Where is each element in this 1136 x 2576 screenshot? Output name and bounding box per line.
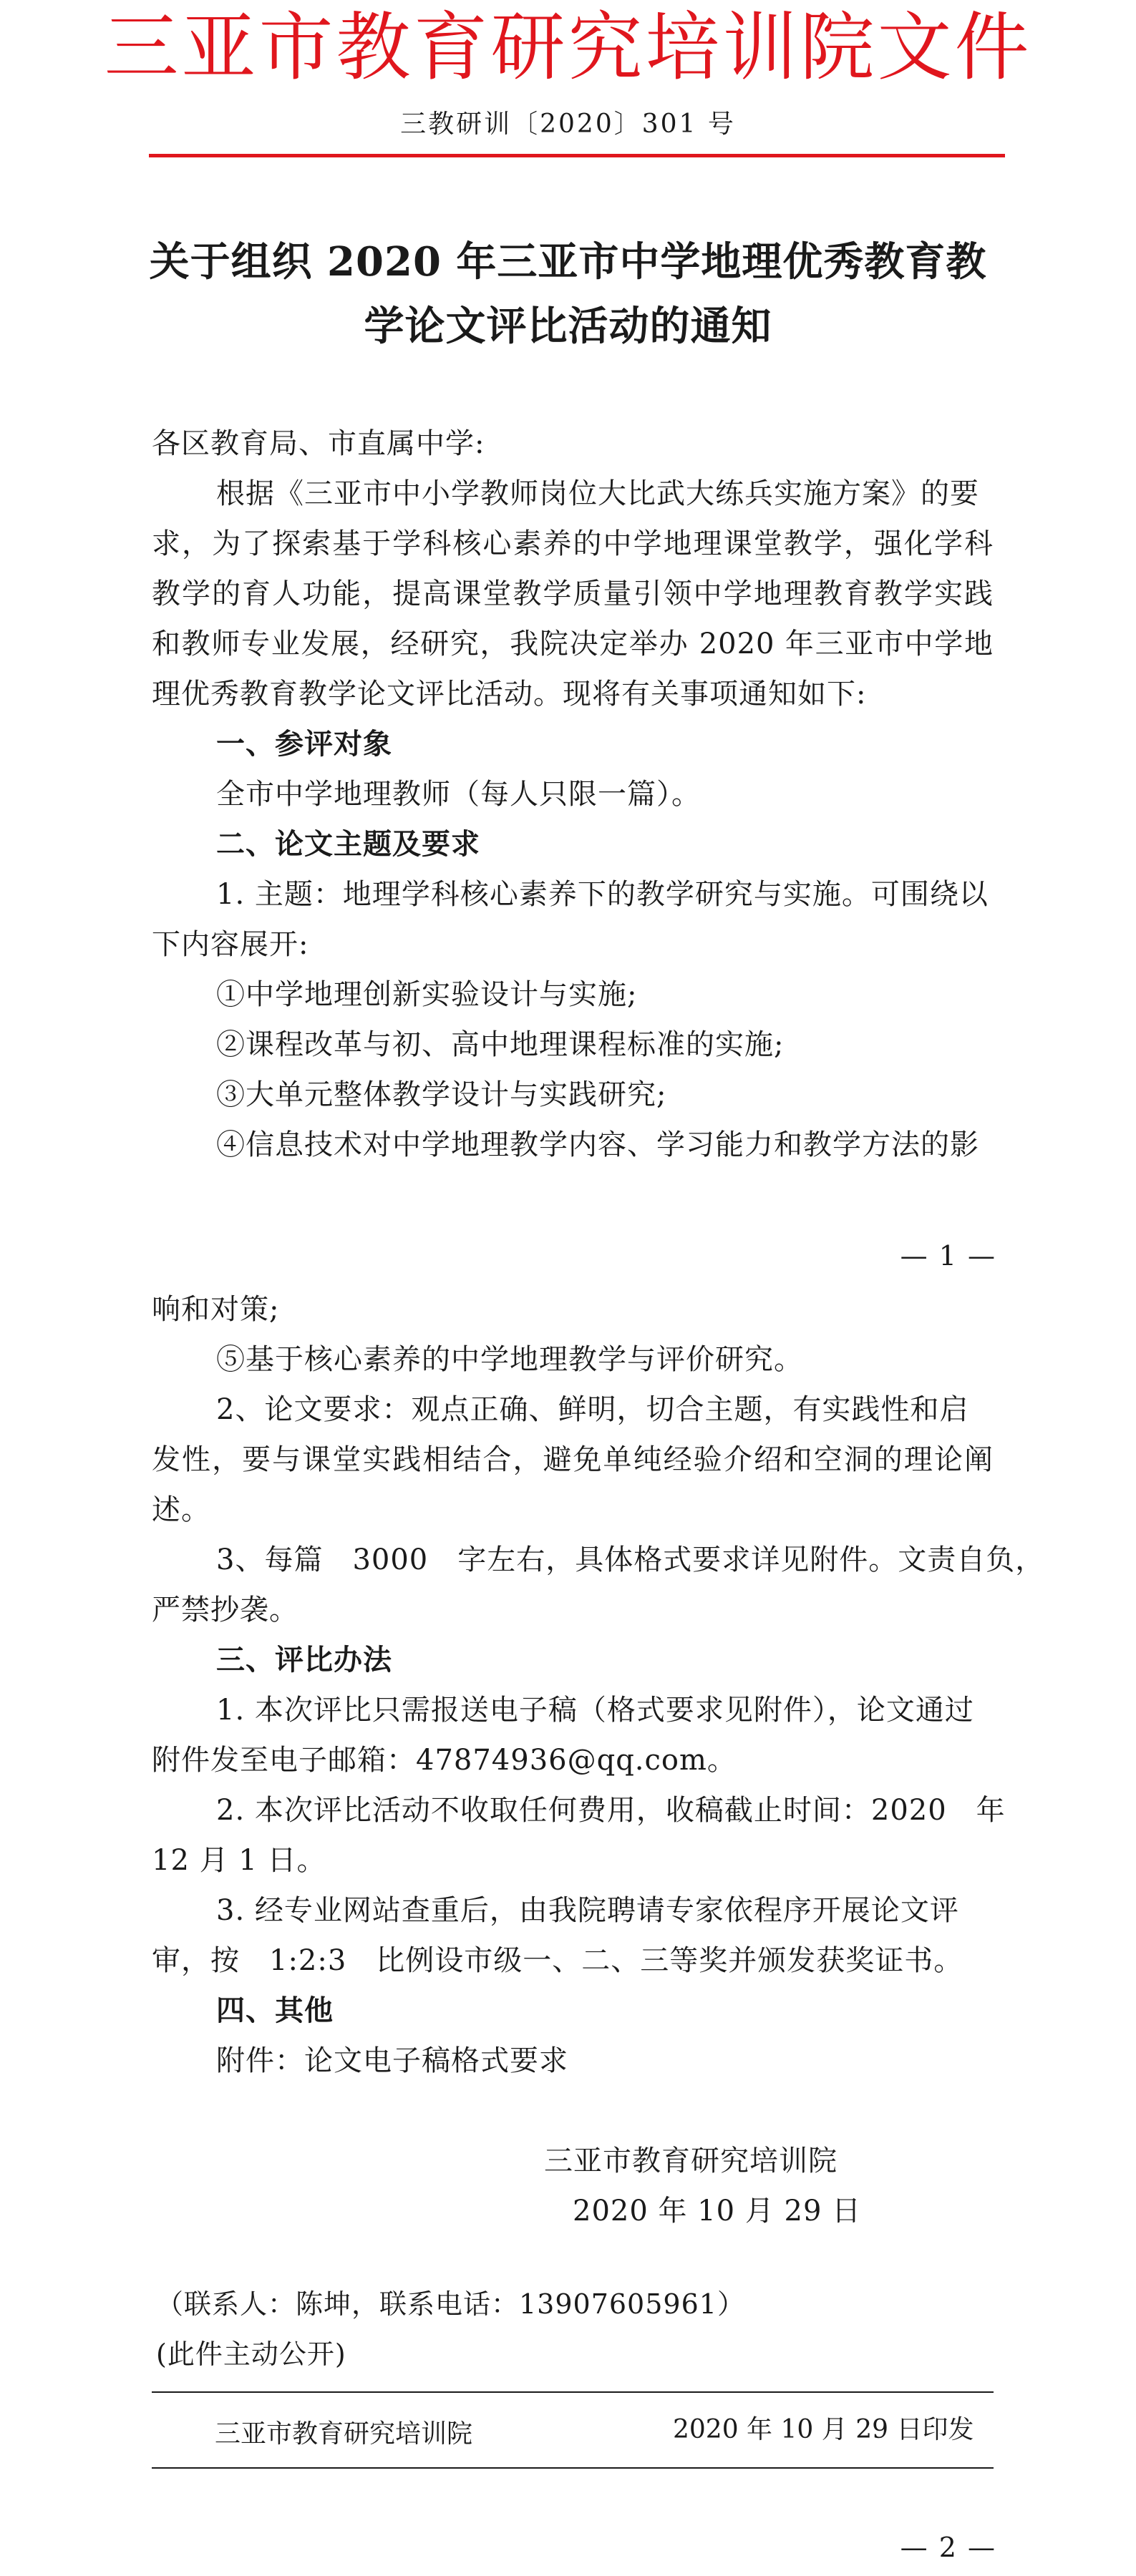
section-2-topic-line-1: 1. 主题：地理学科核心素养下的教学研究与实施。可围绕以	[216, 878, 989, 911]
requirement-2-line-2: 发性，要与课堂实践相结合，避免单纯经验介绍和空洞的理论阐	[152, 1443, 994, 1476]
method-3-line-1: 3. 经专业网站查重后，由我院聘请专家依程序开展论文评	[216, 1894, 959, 1927]
footer-issue-date: 2020 年 10 月 29 日印发	[673, 2415, 974, 2444]
page-number-1: — 1 —	[900, 1240, 996, 1272]
footer-bottom-rule	[152, 2467, 994, 2469]
section-1-heading: 一、参评对象	[216, 727, 392, 761]
section-1-text: 全市中学地理教师（每人只限一篇）。	[216, 778, 701, 811]
salutation: 各区教育局、市直属中学:	[152, 427, 485, 460]
subtopic-3: ③大单元整体教学设计与实践研究;	[216, 1078, 667, 1111]
requirement-3-line-1: 3、每篇 3000 字左右，具体格式要求详见附件。文责自负，	[216, 1543, 1045, 1576]
intro-line-4: 和教师专业发展，经研究，我院决定举办 2020 年三亚市中学地	[152, 628, 994, 660]
method-1-line-2: 附件发至电子邮箱：47874936@qq.com。	[152, 1744, 737, 1777]
subtopic-2: ②课程改革与初、高中地理课程标准的实施;	[216, 1028, 785, 1061]
intro-line-1: 根据《三亚市中小学教师岗位大比武大练兵实施方案》的要	[216, 477, 979, 510]
subtopic-4-line-1: ④信息技术对中学地理教学内容、学习能力和教学方法的影	[216, 1128, 979, 1161]
page-number-2: — 2 —	[900, 2532, 996, 2563]
method-2-line-2: 12 月 1 日。	[152, 1844, 326, 1877]
method-1-line-1: 1. 本次评比只需报送电子稿（格式要求见附件），论文通过	[216, 1694, 974, 1727]
method-2-line-1: 2. 本次评比活动不收取任何费用，收稿截止时间：2020 年	[216, 1794, 1006, 1827]
document-number: 三教研训〔2020〕301 号	[400, 109, 736, 139]
requirement-2-line-1: 2、论文要求：观点正确、鲜明，切合主题，有实践性和启	[216, 1393, 969, 1426]
requirement-2-line-3: 述。	[152, 1493, 210, 1526]
intro-line-3: 教学的育人功能，提高课堂教学质量引领中学地理教育教学实践	[152, 577, 994, 610]
section-2-topic-line-2: 下内容展开:	[152, 928, 309, 961]
contact-info: （联系人：陈坤，联系电话：13907605961）	[156, 2288, 745, 2320]
intro-line-2: 求，为了探索基于学科核心素养的中学地理课堂教学，强化学科	[152, 527, 994, 560]
notice-title-line-1: 关于组织 2020 年三亚市中学地理优秀教育教	[149, 238, 987, 286]
section-3-heading: 三、评比办法	[216, 1643, 392, 1677]
subtopic-5: ⑤基于核心素养的中学地理教学与评价研究。	[216, 1343, 803, 1376]
signature-organization: 三亚市教育研究培训院	[544, 2145, 838, 2177]
attachment-note: 附件：论文电子稿格式要求	[216, 2044, 568, 2077]
subtopic-1: ①中学地理创新实验设计与实施;	[216, 978, 638, 1011]
footer-top-rule	[152, 2391, 994, 2393]
section-2-heading: 二、论文主题及要求	[216, 827, 480, 861]
intro-line-5: 理优秀教育教学论文评比活动。现将有关事项通知如下:	[152, 678, 867, 711]
footer-issuer: 三亚市教育研究培训院	[215, 2419, 473, 2449]
header-red-divider	[149, 154, 1005, 157]
requirement-3-line-2: 严禁抄袭。	[152, 1594, 298, 1626]
notice-title-line-2: 学论文评比活动的通知	[364, 303, 772, 350]
section-4-heading: 四、其他	[216, 1994, 334, 2027]
signature-date: 2020 年 10 月 29 日	[573, 2195, 862, 2228]
disclosure-note: (此件主动公开)	[156, 2338, 346, 2370]
subtopic-4-line-2: 响和对策;	[152, 1293, 280, 1326]
method-3-line-2: 审，按 1:2:3 比例设市级一、二、三等奖并颁发获奖证书。	[152, 1944, 963, 1977]
issuer-header-title: 三亚市教育研究培训院文件	[104, 4, 1032, 91]
